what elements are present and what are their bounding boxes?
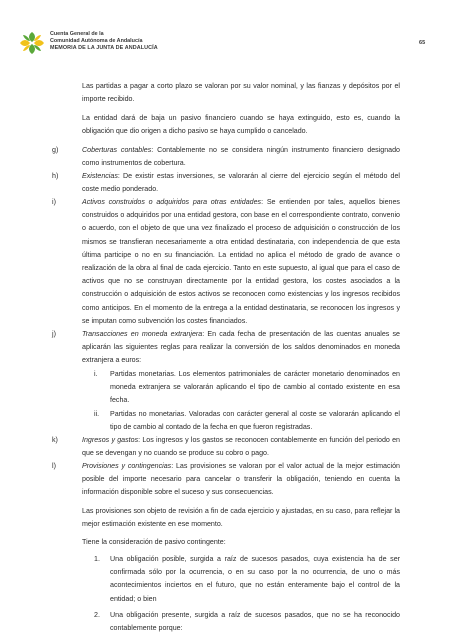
item-i: [82, 196, 400, 328]
item-i-text: : Se entienden por tales, aquellos bienes construidos o adquiridos por una entidad gestora, con base en el correspondiente contrato, convenio o acuerdo, con el objeto de que una vez finalizado el proceso de adquisición o construcción de los mismos se transfieran necesariamente a otra entidad destinataria, con independencia de que esta última participe o no en su financiación. La entidad no aplica el método de grado de avance o realización de la obra al final de cada ejercicio. Tanto en este supuesto, al igual que para el caso de activos que no se construyan directamente por la entidad gestora, los costes asociados a la construcción o adquisición de estos activos se reconocen como existencias y los ingresos recibidos como anticipos. En el momento de la entrega a la entidad destinataria, se reconocen los ingresos y se imputan como subvención los costes financiados.: [82, 198, 400, 325]
item-h-marker: h): [52, 172, 59, 180]
item-l-text: : Las provisiones se valoran por el valor actual de la mejor estimación posible del importe necesario para cancelar o transferir la obligación, teniendo en cuenta la información disponible sobre el suceso y sus consecuencias.: [82, 462, 400, 497]
item-g: [82, 144, 400, 170]
item-j-ii: Partidas no monetarias. Valoradas con carácter general al coste se valorarán aplicando el tipo de cambio al contado de la fecha en que fueron registradas.: [110, 410, 400, 432]
item-2: Una obligación presente, surgida a raíz de sucesos pasados, que no se ha reconocido contablemente porque:: [110, 611, 400, 633]
item-j-text: : En cada fecha de presentación de las cuentas anuales se aplicarán las siguientes reglas para realizar la conversión de los saldos denominados en moneda extranjera a euros:: [82, 330, 400, 365]
item-k-title: Ingresos y gastos: [82, 436, 139, 444]
header-memoria: MEMORIA DE LA JUNTA DE ANDALUCÍA: [50, 45, 158, 51]
item-h: [82, 170, 400, 196]
item-j-i: Partidas monetarias. Los elementos patrimoniales de carácter monetario denominados en moneda extranjera se valorarán aplicando el tipo de cambio al contado existente en esa fecha.: [110, 370, 400, 405]
item-j-marker: j): [52, 330, 56, 338]
item-h-text: : De existir estas inversiones, se valorarán al cierre del ejercicio según el método del coste medio ponderado.: [82, 172, 400, 194]
item-i-title: Activos construidos o adquiridos para otras entidades: [82, 198, 262, 206]
header-line-1: Cuenta General de la: [50, 31, 104, 37]
paragraph-baja: La entidad dará de baja un pasivo financiero cuando se haya extinguido, esto es, cuando la obligación que dio origen a dicho pasivo se haya cumplido o cancelado.: [82, 114, 400, 136]
paragraph-pasivo-contingente: Tiene la consideración de pasivo contingente:: [82, 538, 226, 546]
item-g-text: : Contablemente no se considera ningún instrumento financiero designado como instrumentos de cobertura.: [82, 146, 400, 168]
item-l-marker: l): [52, 462, 56, 470]
item-j-i-marker: i.: [94, 370, 98, 378]
item-j-ii-marker: ii.: [94, 410, 100, 418]
item-2-marker: 2.: [94, 611, 100, 619]
item-g-marker: g): [52, 146, 59, 154]
item-g-title: Coberturas contables: [82, 146, 152, 154]
item-i-marker: i): [52, 198, 56, 206]
item-l: [82, 460, 400, 500]
page-number: 65: [419, 40, 426, 46]
item-h-title: Existencias: [82, 172, 118, 180]
paragraph-partidas: Las partidas a pagar a corto plazo se valoran por su valor nominal, y las fianzas y depósitos por el importe recibido.: [82, 82, 400, 104]
logo-flower: [20, 32, 44, 54]
header-title: [50, 31, 410, 45]
item-1: Una obligación posible, surgida a raíz de sucesos pasados, cuya existencia ha de ser confirmada sólo por la ocurrencia, o en su caso por la no ocurrencia, de uno o más acontecimientos inciertos en el futuro, que no están enteramente bajo el control de la entidad; o bien: [110, 555, 400, 603]
item-k-text: : Los ingresos y los gastos se reconocen contablemente en función del periodo en que se devengan y no cuando se produce su cobro o pago.: [82, 436, 400, 458]
item-1-marker: 1.: [94, 555, 100, 563]
item-j-title: Transacciones en moneda extranjera: [82, 330, 203, 338]
item-l-title: Provisiones y contingencias: [82, 462, 172, 470]
item-k-marker: k): [52, 436, 58, 444]
junta-andalucia-logo: [18, 30, 46, 56]
paragraph-revision: Las provisiones son objeto de revisión a fin de cada ejercicio y ajustadas, en su caso, para reflejar la mejor estimación existente en ese momento.: [82, 507, 400, 529]
header-line-2: Comunidad Autónoma de Andalucía: [50, 37, 143, 44]
item-k: [82, 434, 400, 460]
item-j: [82, 328, 400, 368]
